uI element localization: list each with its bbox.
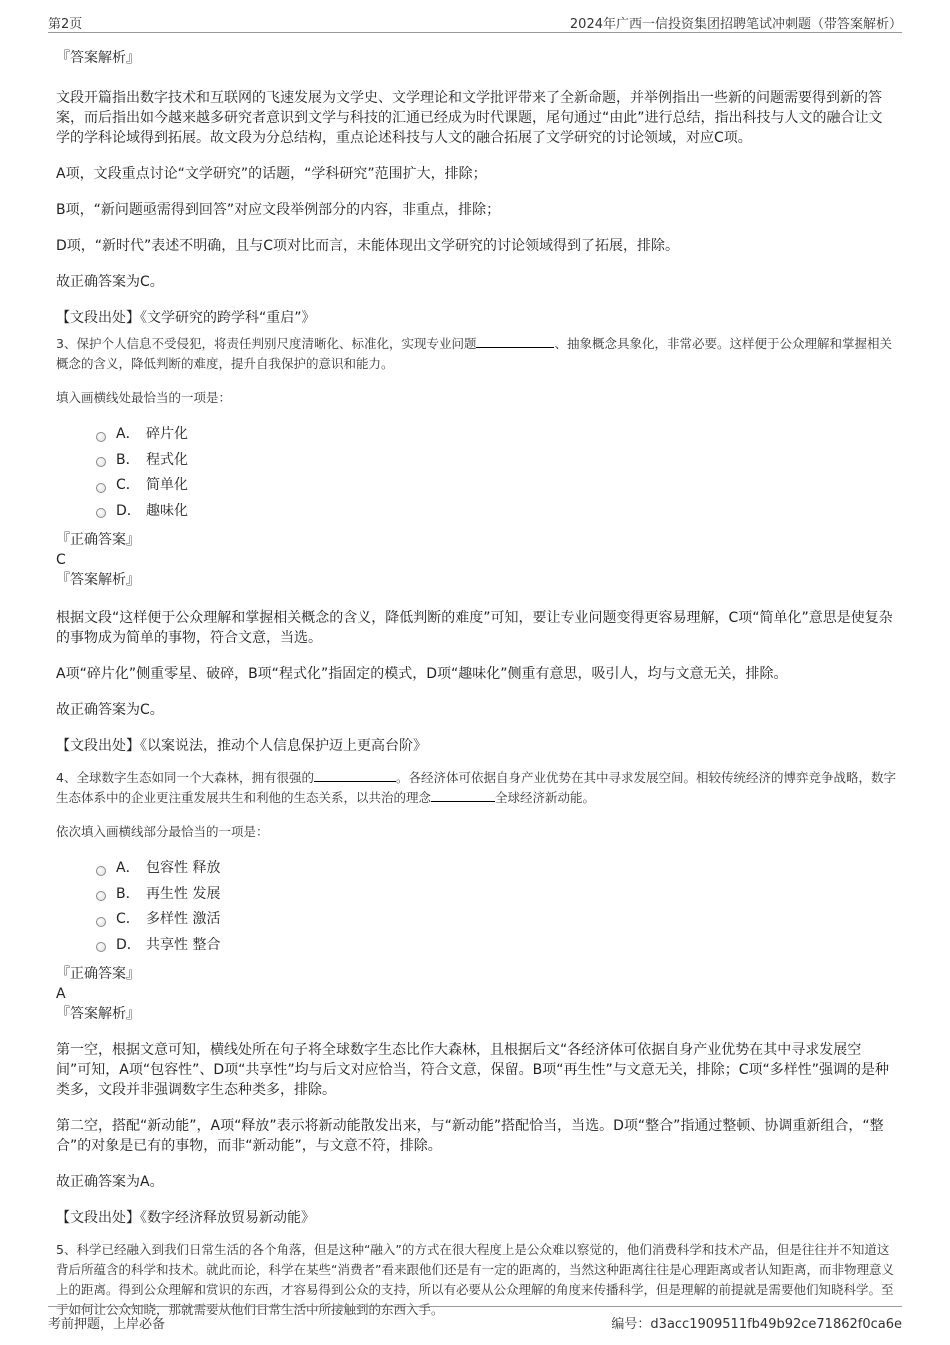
footer-slogan: 考前押题，上岸必备 [48,1317,166,1332]
document-id: 编号：d3acc1909511fb49b92ce71862f0ca6e [611,1317,902,1332]
q4-blank-2 [431,801,495,802]
q3-option-d[interactable]: D． 趣味化 [96,499,896,525]
q2-analysis-para2: A项，文段重点讨论“文学研究”的话题，“学科研究”范围扩大，排除； [56,166,487,182]
q3-analysis-para2: A项“碎片化”侧重零星、破碎，B项“程式化”指固定的模式，D项“趣味化”侧重有意思，吸引人，均与文意无关，排除。 [56,666,788,682]
q4-option-b[interactable]: B． 再生性 发展 [96,882,896,908]
q4-stem-part3: 全球经济新动能。 [495,790,596,805]
q3-conclusion: 故正确答案为C。 [56,702,164,718]
radio-icon[interactable] [96,483,106,493]
radio-icon[interactable] [96,457,106,467]
q4-answer-label: 『正确答案』 [56,966,140,982]
radio-icon[interactable] [96,866,106,876]
radio-icon[interactable] [96,917,106,927]
radio-icon[interactable] [96,891,106,901]
q2-analysis-label: 『答案解析』 [56,50,140,66]
q4-stem-part1: 4、全球数字生态如同一个大森林，拥有很强的 [56,770,314,785]
q4-instruction: 依次填入画横线部分最恰当的一项是： [56,824,269,839]
q3-answer: C [56,552,66,568]
q4-option-a[interactable]: A． 包容性 释放 [96,856,896,882]
radio-icon[interactable] [96,508,106,518]
q3-analysis-label: 『答案解析』 [56,572,140,588]
q2-source: 【文段出处】《文学研究的跨学科“重启”》 [56,310,316,326]
q3-option-a[interactable]: A． 碎片化 [96,422,896,448]
document-body [56,40,896,1320]
q4-blank-1 [314,781,396,782]
q3-options [56,422,896,524]
page-footer [48,1306,902,1331]
q3-option-b[interactable]: B． 程式化 [96,448,896,474]
q3-instruction: 填入画横线处最恰当的一项是： [56,390,232,405]
q5-stem: 5、科学已经融入到我们日常生活的各个角落，但是这种“融入”的方式在很大程度上是公众难以察觉的，他们消费科学和技术产品，但是往往并不知道这背后所蕴含的科学和技术。就此而论，科学在某些“消费者”看来跟他们还是有一定的距离的，当然这种距离往往是心理距离或者认知距离，而非物理意义上的距离。得到公众理解和赏识的东西，才容易得到公众的支持，所以有必要从公众理解的角度来传播科学，但是理解的前提就是需要他们知晓科学。至于如何让公众知晓，那就需要从他们日常生活中所接触到的东西入手。 [56,1242,894,1317]
q2-analysis-para3: B项，“新问题亟需得到回答”对应文段举例部分的内容，非重点，排除； [56,202,501,218]
radio-icon[interactable] [96,942,106,952]
q3-stem-part2: 、抽象概念具象化，非常必要。这样便于公众理解和掌握相关概念的含义，降低判断的难度，提升自我保护的意识和能力。 [56,336,892,371]
q4-stem-part2: 。各经济体可依据自身产业优势在其中寻求发展空间。相较传统经济的博弈竞争战略，数字生态体系中的企业更注重发展共生和利他的生态关系，以共治的理念 [56,770,896,805]
q4-option-c[interactable]: C． 多样性 激活 [96,907,896,933]
radio-icon[interactable] [96,432,106,442]
q4-answer: A [56,986,66,1002]
q4-options [56,856,896,958]
q3-stem-part1: 3、保护个人信息不受侵犯，将责任判别尺度清晰化、标准化，实现专业问题 [56,336,477,351]
q3-source: 【文段出处】《以案说法，推动个人信息保护迈上更高台阶》 [56,738,427,754]
q4-analysis-para1: 第一空，根据文意可知，横线处所在句子将全球数字生态比作大森林，且根据后文“各经济体可依据自身产业优势在其中寻求发展空间”可知，A项“包容性”、D项“共享性”均与后文对应恰当，符合文意，保留。B项“再生性”与文意无关，排除；C项“多样性”强调的是种类多，文段并非强调数字生态种类多，排除。 [56,1042,890,1098]
q2-analysis-para4: D项，“新时代”表述不明确，且与C项对比而言，未能体现出文学研究的讨论领域得到了拓展，排除。 [56,238,680,254]
page-number: 第2页 [48,17,83,32]
q3-blank [476,347,554,348]
q3-analysis-para1: 根据文段“这样便于公众理解和掌握相关概念的含义，降低判断的难度”可知，要让专业问题变得更容易理解，C项“简单化”意思是使复杂的事物成为简单的事物，符合文意，当选。 [56,610,893,646]
q2-conclusion: 故正确答案为C。 [56,274,164,290]
q3-option-c[interactable]: C． 简单化 [96,473,896,499]
q3-stem [56,334,896,374]
q4-stem [56,768,896,808]
document-title: 2024年广西一信投资集团招聘笔试冲刺题（带答案解析） [569,17,902,32]
q4-analysis-label: 『答案解析』 [56,1006,140,1022]
q4-option-d[interactable]: D． 共享性 整合 [96,933,896,959]
page-header [48,10,902,33]
q4-source: 【文段出处】《数字经济释放贸易新动能》 [56,1210,315,1226]
q4-analysis-para2: 第二空，搭配“新动能”，A项“释放”表示将新动能散发出来，与“新动能”搭配恰当，当选。D项“整合”指通过整顿、协调重新组合，“整合”的对象是已有的事物，而非“新动能”，与文意不符，排除。 [56,1118,884,1154]
q3-answer-label: 『正确答案』 [56,532,140,548]
q2-analysis-para1: 文段开篇指出数字技术和互联网的飞速发展为文学史、文学理论和文学批评带来了全新命题，并举例指出一些新的问题需要得到新的答案，而后指出如今越来越多研究者意识到文学与科技的汇通已经成为时代课题，尾句通过“由此”进行总结，指出科技与人文的融合让文学的学科论域得到拓展。故文段为分总结构，重点论述科技与人文的融合拓展了文学研究的讨论领域，对应C项。 [56,90,883,146]
q4-conclusion: 故正确答案为A。 [56,1174,164,1190]
